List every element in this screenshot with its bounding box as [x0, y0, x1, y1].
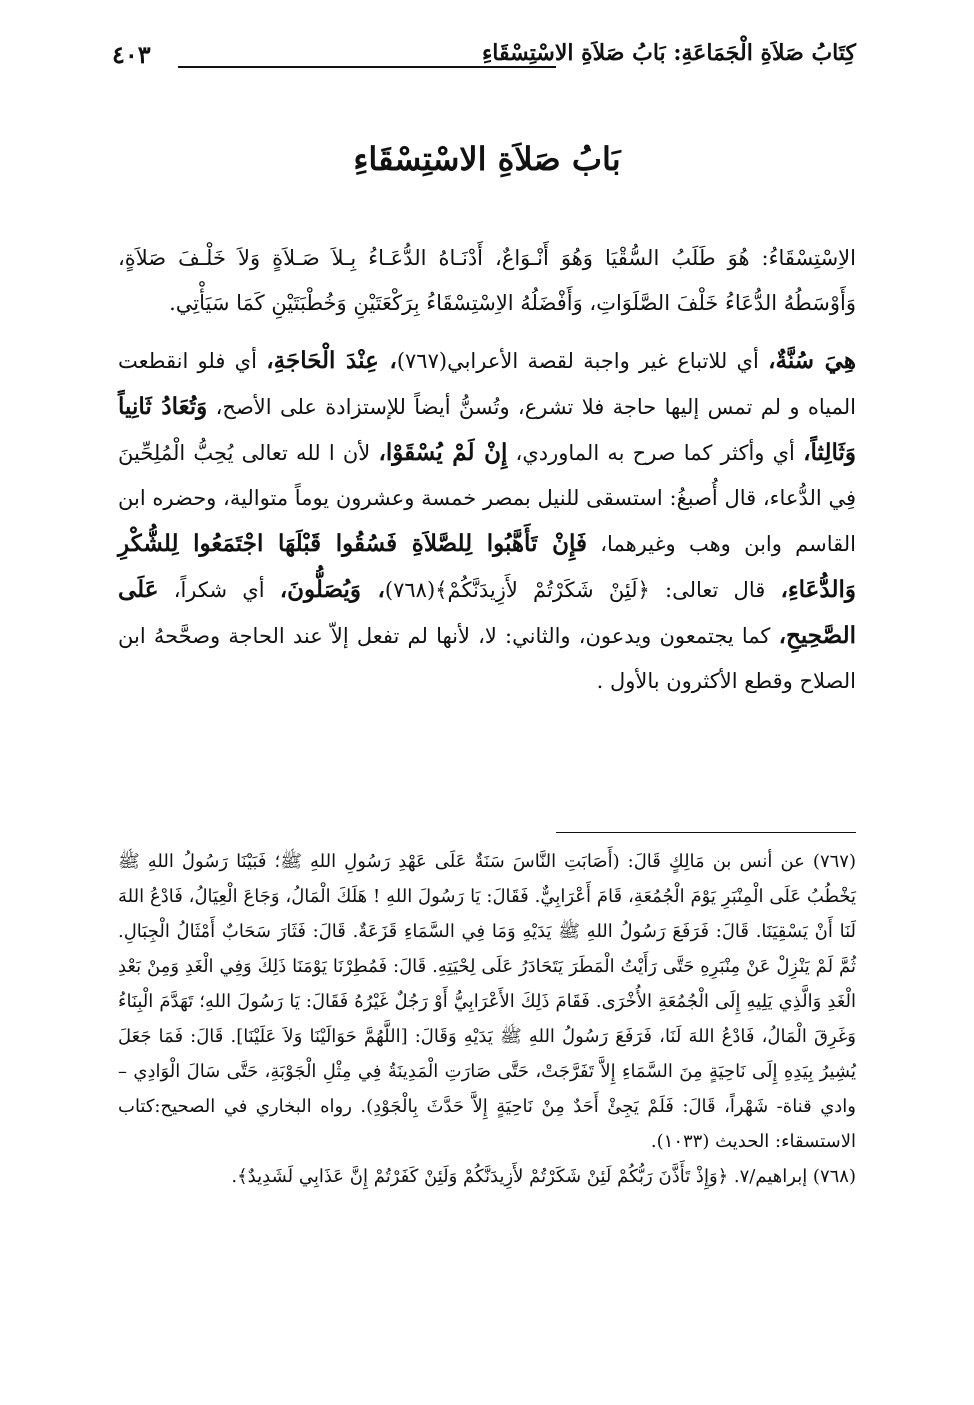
sharh-text: لأن ا لله تعالى يُحِبُّ الْمُلِحِّينَ فِي الدُّعاء، قال أُصبغُ: استسقى للنيل بمصر خمسة وعشرون يوماً متوالية، وحضره ابن القاسم وابن وهب وغيرهما، — [118, 441, 857, 556]
footnote-768: (٧٦٨) إبراهيم/٧. ﴿وَإِذْ تَأَذَّنَ رَبُّكُمْ لَئِنْ شَكَرْتُمْ لأَزِيدَنَّكُمْ وَلَئِنْ كَفَرْتُمْ إِنَّ عَذَابِي لَشَدِيدٌ﴾. — [231, 1166, 856, 1187]
header-title: كِتَابُ صَلاَةِ الْجَمَاعَةِ: بَابُ صَلاَةِ الاسْتِسْقَاءِ — [481, 40, 856, 66]
matn-text: ، وَيُصَلُّونَ، — [279, 576, 385, 603]
sharh-text: أي شكراً، — [158, 578, 280, 602]
matn-text: عَلَى الصَّحِيحِ، — [118, 576, 856, 649]
main-text — [118, 236, 856, 704]
matn-text: ، عِنْدَ الْحَاجَةِ، — [266, 347, 397, 374]
footnote-separator — [556, 832, 856, 833]
sharh-text: أي وأكثر كما صرح به الماوردي، — [507, 441, 804, 465]
matn-text: هِيَ سُنَّةٌ، — [768, 347, 856, 374]
running-header — [112, 36, 856, 76]
footnote-767: (٧٦٧) عن أنس بن مَالِكٍ قَالَ: (أَصَابَتِ النَّاسَ سَنَةٌ عَلَى عَهْدِ رَسُولِ اللهِ ﷺ؛ فَبَيْنَا رَسُولُ اللهِ ﷺ يَخْطُبُ عَلَى الْمِنْبَرِ يَوْمَ الْجُمُعَةِ، قَامَ أَعْرَابِيٌّ. فَقَالَ: يَا رَسُولَ اللهِ ! هَلَكَ الْمَالُ، وَجَاعَ الْعِيَالُ، فَادْعُ اللهَ لَنَا أَنْ يَسْقِيَنَا. قَالَ: فَرَفَعَ رَسُولُ اللهِ ﷺ يَدَيْهِ وَمَا فِي السَّمَاءِ قَزَعَةٌ. قَالَ: فَثَارَ سَحَابٌ أَمْثَالُ الْجِبَالِ. ثُمَّ لَمْ يَنْزِلْ عَنْ مِنْبَرِهِ حَتَّى رَأَيْتُ الْمَطَرَ يَتَحَادَرُ عَلَى لِحْيَتِهِ. قَالَ: فَمُطِرْنَا يَوْمَنَا ذَلِكَ وَفِي الْغَدِ وَمِنْ بَعْدِ الْغَدِ وَالَّذِي يَلِيهِ إِلَى الْجُمُعَةِ الأُخْرَى. فَقَامَ ذَلِكَ الأَعْرَابِيُّ أَوْ رَجُلٌ غَيْرُهُ فَقَالَ: يَا رَسُولَ اللهِ؛ تَهَدَّمَ الْبِنَاءُ وَغَرِقَ الْمَالُ، فَادْعُ اللهَ لَنَا، فَرَفَعَ رَسُولُ اللهِ ﷺ يَدَيْهِ وَقَالَ: [اللَّهُمَّ حَوَالَيْنَا وَلاَ عَلَيْنَا]. قَالَ: فَمَا جَعَلَ يُشِيرُ بِيَدِهِ إِلَى نَاحِيَةٍ مِنَ السَّمَاءِ إِلاَّ تَفَرَّجَتْ، حَتَّى صَارَتِ الْمَدِينَةُ فِي مِثْلِ الْجَوْبَةِ، حَتَّى سَالَ الْوَادِي – وادي قناة- شَهْراً، قَالَ: فَلَمْ يَجِئْ أَحَدٌ مِنْ نَاحِيَةٍ إِلاَّ حَدَّثَ بِالْجَوْدِ). رواه البخاري في الصحيح:كتاب الاستسقاء: الحديث (١٠٣٣). — [118, 851, 856, 1152]
matn-text: إِنْ لَمْ يُسْقَوْا، — [378, 439, 508, 466]
sharh-text: قال تعالى: ﴿لَئِنْ شَكَرْتُمْ لأَزِيدَنَّكُمْ﴾ — [435, 578, 781, 602]
footnote-ref: (٧٦٧) — [396, 349, 448, 373]
matn-text: وَتُعَادُ ثَانِياً وَثَالِثاً، — [118, 393, 856, 466]
chapter-title: بَابُ صَلاَةِ الاسْتِسْقَاءِ — [353, 140, 621, 178]
header-rule — [178, 66, 556, 68]
footnote-ref: (٧٦٨) — [384, 578, 436, 602]
commentary-paragraph — [118, 338, 856, 704]
page-number: ٤٠٣ — [112, 40, 151, 69]
matn-text: فَإِنْ تَأَهَّبُوا لِلصَّلاَةِ فَسُقُوا قَبْلَهَا اجْتَمَعُوا لِلشُّكْرِ وَالدُّعَاءِ، — [118, 530, 856, 603]
footnotes — [118, 844, 856, 1194]
intro-paragraph: الاِسْتِسْقَاءُ: هُوَ طَلَبُ السُّقْيَا وَهُوَ أَنْـوَاعٌ، أَدْنَـاهُ الدُّعَـاءُ بِـلاَ صَـلاَةٍ وَلاَ خَلْـفَ صَلاَةٍ، وَأَوْسَطُهُ الدُّعَاءُ خَلْفَ الصَّلَوَاتِ، وَأَفْضَلُهُ الاِسْتِسْقَاءُ بِرَكْعَتَيْنِ وَخُطْبَتَيْنِ كَمَا سَيَأْتِي. — [118, 246, 856, 315]
sharh-text: أي فلو انقطعت المياه و لم تمس إليها حاجة فلا تشرع، وتُسنُّ أيضاً للإستزادة على الأصح، — [118, 349, 856, 419]
sharh-text: أي للاتباع غير واجبة لقصة الأعرابي — [447, 349, 769, 373]
sharh-text: كما يجتمعون ويدعون، والثاني: لا، لأنها لم تفعل إلاّ عند الحاجة وصحَّحهُ ابن الصلاح وقطع الأكثرون بالأول . — [118, 624, 856, 693]
